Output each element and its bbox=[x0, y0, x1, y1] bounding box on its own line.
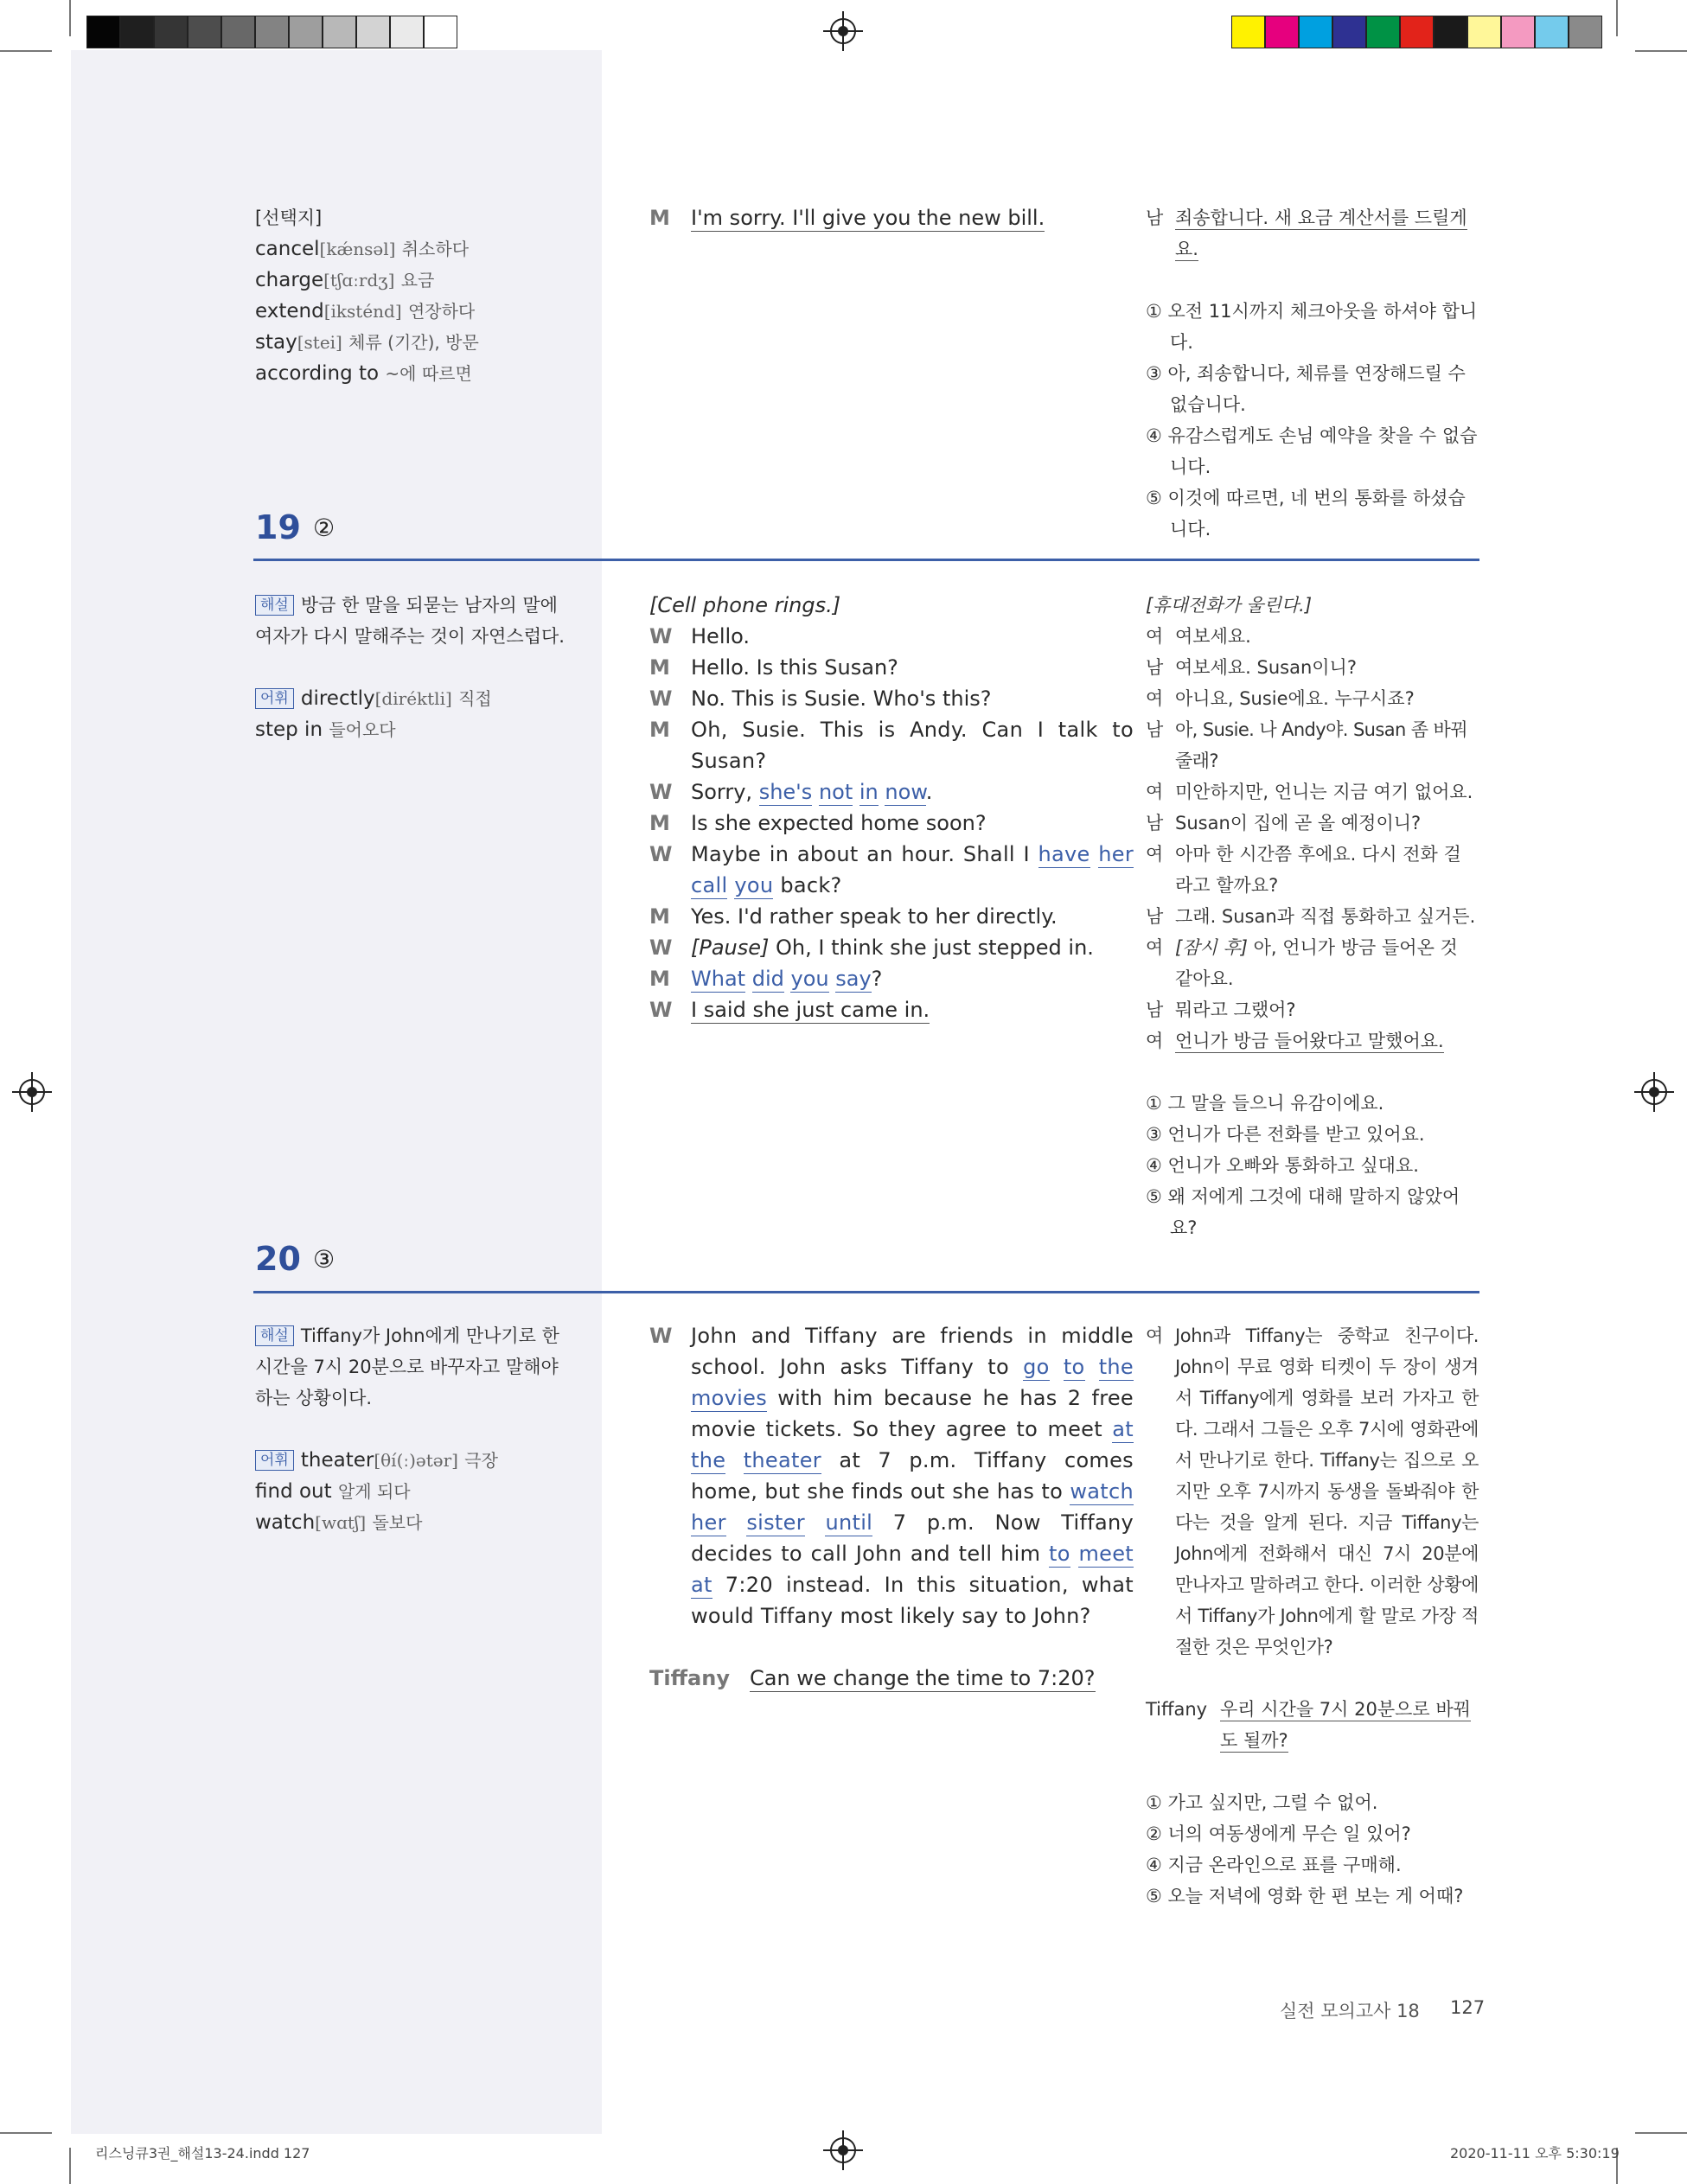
vocab-item: find out 알게 되다 bbox=[255, 1480, 411, 1503]
ko-line: 여 아마 한 시간쯤 후에요. 다시 전화 걸라고 할까요? bbox=[1146, 844, 1461, 896]
narration: W John and Tiffany are friends in middle school. John asks Tiffany to go to the movies with him because he has 2 free movie tickets. So they agree to meet at the theater at 7 p.m. Tiffany comes home, but she finds out she has to watch her sister until 7 p.m. Now Tiffany decides to call John and tell him to meet at 7:20 instead. In this situation, what would Tiffany most likely say to John? bbox=[649, 1324, 1134, 1628]
vocab-item: charge[tʃɑːrdʒ] 요금 bbox=[255, 269, 435, 291]
calibration-swatch bbox=[424, 16, 457, 48]
sec19-dialog bbox=[649, 590, 1134, 1025]
question-number: 19 bbox=[255, 508, 301, 546]
calibration-swatch bbox=[1535, 16, 1569, 48]
stage-direction: [휴대전화가 울린다.] bbox=[1146, 595, 1313, 616]
vocab-item: stay[stei] 체류 (기간), 방문 bbox=[255, 331, 479, 354]
explanation: 해설 방금 한 말을 되묻는 남자의 말에 bbox=[255, 590, 565, 621]
crop-mark bbox=[1616, 0, 1618, 36]
dialog-line: W Sorry, she's not in now. bbox=[649, 780, 933, 804]
ko-line: 남 여보세요. Susan이니? bbox=[1146, 657, 1357, 678]
choice-item: ① 가고 싶지만, 그럴 수 없어. bbox=[1146, 1792, 1378, 1813]
sec20-translation bbox=[1146, 1320, 1479, 1912]
choice-item: ③ 아, 죄송합니다, 체류를 연장해드릴 수 없습니다. bbox=[1146, 363, 1466, 415]
explanation: 해설 Tiffany가 John에게 만나기로 한 bbox=[255, 1320, 559, 1351]
sec19-notes: 해설 방금 한 말을 되묻는 남자의 말에 여자가 다시 말해주는 것이 자연스럽다. 어휘 directly[diréktli] 직접 step in 들어오다 bbox=[255, 590, 565, 745]
choice-item: ③ 언니가 다른 전화를 받고 있어요. bbox=[1146, 1124, 1425, 1145]
crop-mark bbox=[0, 2132, 52, 2134]
calibration-swatch bbox=[1366, 16, 1400, 48]
choice-item: ⑤ 이것에 따르면, 네 번의 통화를 하셨습니다. bbox=[1146, 488, 1466, 540]
vocab-item: extend[iksténd] 연장하다 bbox=[255, 300, 476, 322]
ko-line: 여 [잠시 후] 아, 언니가 방금 들어온 것 같아요. bbox=[1146, 937, 1458, 989]
vocab-item: 어휘 directly[diréktli] 직접 bbox=[255, 683, 565, 714]
calibration-swatch bbox=[1501, 16, 1535, 48]
dialog-line: M Oh, Susie. This is Andy. Can I talk to Susan? bbox=[649, 718, 1134, 773]
registration-mark-icon bbox=[830, 2137, 856, 2163]
calibration-swatch bbox=[1332, 16, 1366, 48]
calibration-swatch bbox=[255, 16, 289, 48]
dialog-line: M Hello. Is this Susan? bbox=[649, 655, 898, 680]
dialog-line: M Is she expected home soon? bbox=[649, 811, 987, 835]
vocab-item: cancel[kǽnsəl] 취소하다 bbox=[255, 238, 470, 260]
choice-item: ① 오전 11시까지 체크아웃을 하셔야 합니다. bbox=[1146, 301, 1478, 353]
dialog-line: Tiffany Can we change the time to 7:20? bbox=[649, 1666, 1096, 1690]
calibration-swatch bbox=[1467, 16, 1501, 48]
sec18-translation bbox=[1146, 202, 1479, 545]
choice-item: ④ 유감스럽게도 손님 예약을 찾을 수 없습니다. bbox=[1146, 425, 1478, 477]
calibration-swatch bbox=[1231, 16, 1265, 48]
vocab-item: 어휘 theater[θí(ː)ətər] 극장 bbox=[255, 1445, 559, 1476]
registration-mark-icon bbox=[830, 18, 856, 44]
calibration-swatch bbox=[188, 16, 221, 48]
dialog-line: M What did you say? bbox=[649, 967, 883, 991]
ko-line: 여 미안하지만, 언니는 지금 여기 없어요. bbox=[1146, 782, 1473, 802]
dialog-line: M Yes. I'd rather speak to her directly. bbox=[649, 904, 1058, 929]
vocab-item: according to ~에 따르면 bbox=[255, 362, 472, 385]
dialog-line: W I said she just came in. bbox=[649, 998, 930, 1022]
ko-narration: 여 John과 Tiffany는 중학교 친구이다. John이 무료 영화 티켓이 두 장이 생겨서 Tiffany에게 영화를 보러 가자고 한다. 그래서 그들은 오후 7시에 영화관에서 만나기로 한다. Tiffany는 집으로 오지만 오후 7시까지 동생을 돌봐줘야 한다는 것을 알게 된다. 지금 Tiffany는 John에게 전화해서 대신 7시 20분에 만나자고 말하려고 한다. 이러한 상황에서 Tiffany가 John에게 할 말로 가장 적절한 것은 무엇인가? bbox=[1146, 1325, 1479, 1657]
vocab-item: watch[wɑtʃ] 돌보다 bbox=[255, 1511, 423, 1534]
running-footer: 실전 모의고사 18 bbox=[1280, 2001, 1420, 2021]
ko-line: 남 죄송합니다. 새 요금 계산서를 드릴게요. bbox=[1146, 208, 1467, 259]
dialog-line: W [Pause] Oh, I think she just stepped in. bbox=[649, 936, 1094, 960]
choice-item: ① 그 말을 들으니 유감이에요. bbox=[1146, 1093, 1384, 1114]
sec19-translation bbox=[1146, 590, 1479, 1243]
choice-item: ⑤ 왜 저에게 그것에 대해 말하지 않았어요? bbox=[1146, 1186, 1460, 1238]
choice-item: ② 너의 여동생에게 무슨 일 있어? bbox=[1146, 1823, 1411, 1844]
file-slug: 리스닝큐3권_해설13-24.indd 127 bbox=[95, 2145, 310, 2162]
choice-item: ④ 지금 온라인으로 표를 구매해. bbox=[1146, 1855, 1402, 1875]
registration-mark-icon bbox=[19, 1079, 45, 1105]
ko-line: 여 언니가 방금 들어왔다고 말했어요. bbox=[1146, 1031, 1444, 1051]
vocab-item: step in 들어오다 bbox=[255, 718, 396, 741]
section-divider bbox=[253, 1291, 1479, 1293]
section-divider bbox=[253, 559, 1479, 561]
crop-mark bbox=[1635, 2132, 1687, 2134]
ko-line: 남 Susan이 집에 곧 올 예정이니? bbox=[1146, 813, 1422, 833]
dialog-line: W Maybe in about an hour. Shall I have her call you back? bbox=[649, 842, 1134, 897]
choice-item: ④ 언니가 오빠와 통화하고 싶대요. bbox=[1146, 1155, 1419, 1176]
calibration-swatch bbox=[120, 16, 154, 48]
ko-line: 여 아니요, Susie에요. 누구시죠? bbox=[1146, 688, 1415, 709]
crop-mark bbox=[0, 50, 52, 52]
sec20-notes: 해설 Tiffany가 John에게 만나기로 한 시간을 7시 20분으로 바꾸자고 말해야 하는 상황이다. 어휘 theater[θí(ː)ətər] 극장 find out 알게 되다 watch[wɑtʃ] 돌보다 bbox=[255, 1320, 559, 1538]
dialog-line: W No. This is Susie. Who's this? bbox=[649, 686, 992, 711]
calibration-swatch bbox=[154, 16, 188, 48]
calibration-swatch bbox=[1299, 16, 1332, 48]
crop-mark bbox=[69, 2148, 71, 2184]
question-number: 20 bbox=[255, 1240, 301, 1278]
choice-item: ⑤ 오늘 저녁에 영화 한 편 보는 게 어때? bbox=[1146, 1886, 1464, 1906]
calibration-swatch bbox=[289, 16, 323, 48]
dialog-line: M I'm sorry. I'll give you the new bill. bbox=[649, 206, 1045, 230]
print-timestamp: 2020-11-11 오후 5:30:19 bbox=[1450, 2145, 1620, 2162]
calibration-swatch bbox=[86, 16, 120, 48]
ko-line: 남 그래. Susan과 직접 통화하고 싶거든. bbox=[1146, 906, 1476, 927]
calibration-swatch bbox=[221, 16, 255, 48]
answer-mark: ② bbox=[313, 514, 335, 542]
calibration-swatch bbox=[323, 16, 356, 48]
ko-line: Tiffany 우리 시간을 7시 20분으로 바꿔도 될까? bbox=[1146, 1699, 1471, 1751]
sec20-dialog bbox=[649, 1320, 1134, 1694]
stage-direction: [Cell phone rings.] bbox=[649, 593, 841, 617]
calibration-swatch bbox=[1400, 16, 1434, 48]
answer-mark: ③ bbox=[313, 1245, 335, 1274]
calibration-swatch bbox=[1265, 16, 1299, 48]
crop-mark bbox=[1635, 50, 1687, 52]
calibration-swatch bbox=[1434, 16, 1467, 48]
vocab-title: [선택지] bbox=[255, 208, 323, 228]
page-number: 127 bbox=[1450, 1997, 1486, 2018]
sec18-vocab bbox=[255, 202, 479, 389]
calibration-swatch bbox=[1569, 16, 1602, 48]
calibration-swatch bbox=[390, 16, 424, 48]
dialog-line: W Hello. bbox=[649, 624, 751, 648]
ko-line: 남 아, Susie. 나 Andy야. Susan 좀 바꿔줄래? bbox=[1146, 719, 1467, 771]
ko-line: 남 뭐라고 그랬어? bbox=[1146, 999, 1296, 1020]
ko-line: 여 여보세요. bbox=[1146, 626, 1251, 647]
sec18-dialog bbox=[649, 202, 1134, 233]
calibration-swatch bbox=[356, 16, 390, 48]
crop-mark bbox=[69, 0, 71, 36]
registration-mark-icon bbox=[1641, 1079, 1667, 1105]
